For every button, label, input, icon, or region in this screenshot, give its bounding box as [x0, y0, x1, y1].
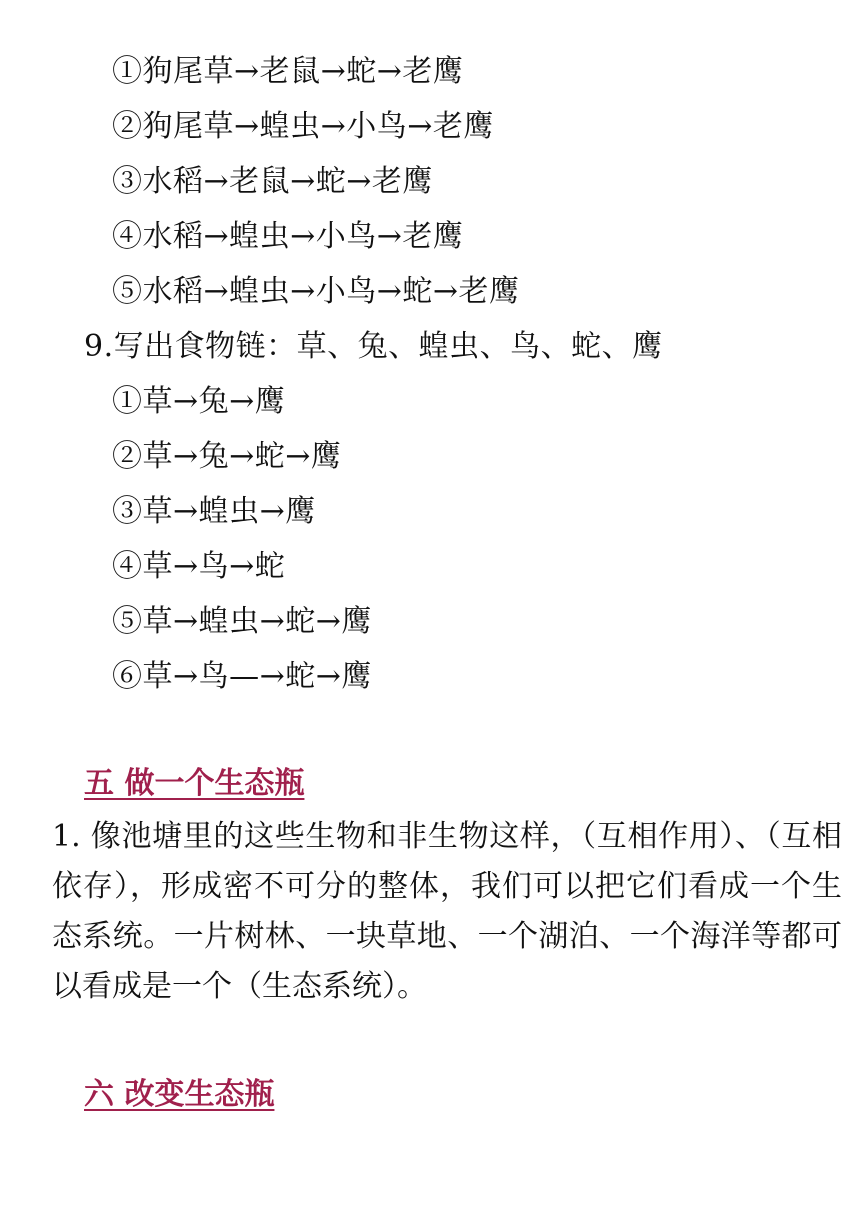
- food-chain-item: ②狗尾草→蝗虫→小鸟→老鹰: [112, 109, 494, 144]
- food-chain-item: ①狗尾草→老鼠→蛇→老鹰: [112, 54, 464, 89]
- food-chain-item: ①草→兔→鹰: [112, 384, 286, 419]
- food-chain-item: ③水稻→老鼠→蛇→老鹰: [112, 164, 433, 199]
- food-chain-item: ③草→蝗虫→鹰: [112, 494, 316, 529]
- section-6-heading: 六 改变生态瓶: [84, 1077, 275, 1112]
- food-chain-item: ⑤水稻→蝗虫→小鸟→蛇→老鹰: [112, 274, 520, 309]
- food-chain-item: ⑤草→蝗虫→蛇→鹰: [112, 604, 372, 639]
- food-chain-item: ②草→兔→蛇→鹰: [112, 439, 342, 474]
- section-5-heading: 五 做一个生态瓶: [84, 766, 305, 801]
- food-chain-item: ④草→鸟→蛇: [112, 549, 286, 584]
- food-chain-item: ⑥草→鸟—→蛇→鹰: [112, 659, 372, 694]
- question-9: 9.写出食物链：草、兔、蝗虫、鸟、蛇、鹰: [84, 329, 663, 364]
- section-5-paragraph: 1. 像池塘里的这些生物和非生物这样，（互相作用）、（互相依存），形成密不可分的整体，我们可以把它们看成一个生态系统。一片树林、一块草地、一个湖泊、一个海洋等都可以看成是一个（生态系统）。: [52, 819, 842, 1004]
- food-chain-item: ④水稻→蝗虫→小鸟→老鹰: [112, 219, 464, 254]
